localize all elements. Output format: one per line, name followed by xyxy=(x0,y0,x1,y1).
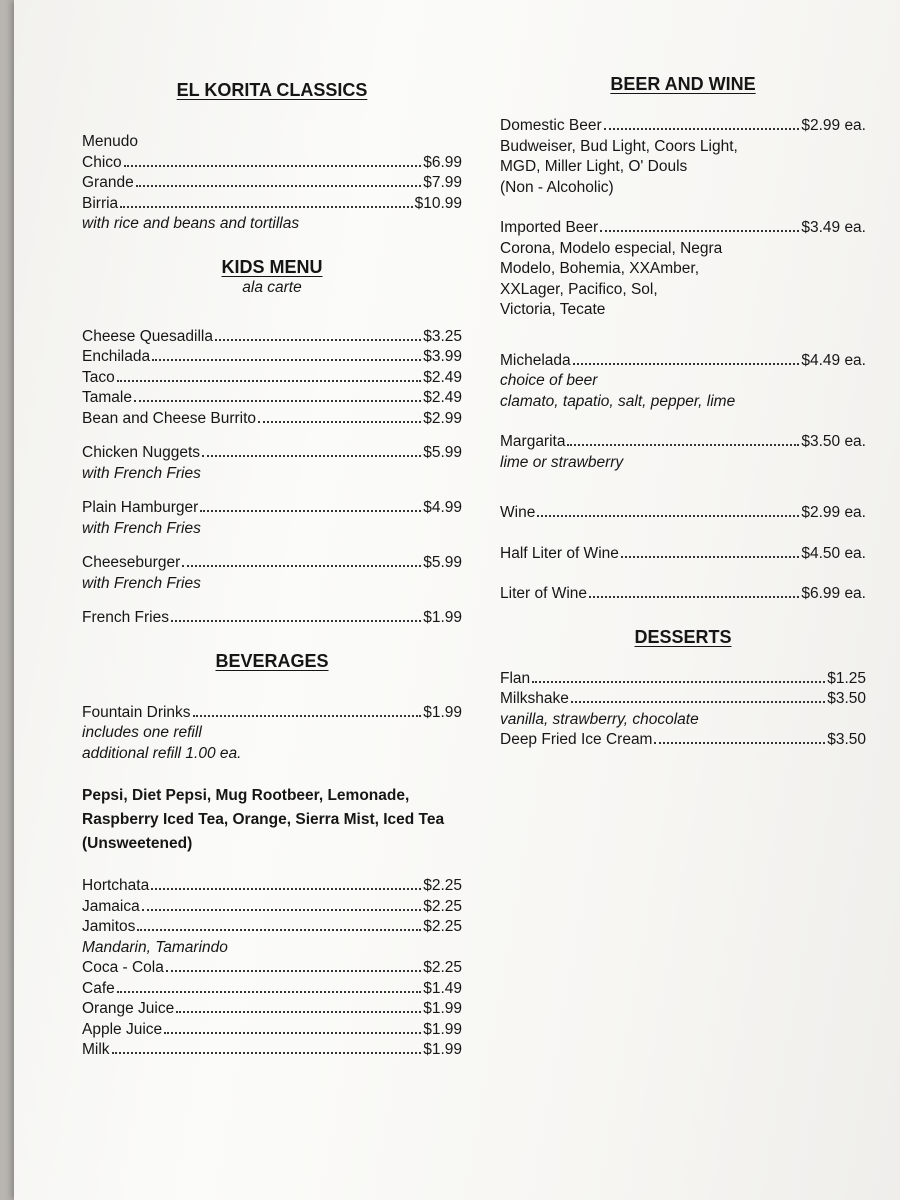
menu-item xyxy=(82,1040,462,1061)
item-description: Modelo, Bohemia, XXAmber, xyxy=(500,260,700,277)
item-name: Grande xyxy=(82,174,134,191)
item-price: $2.99 ea. xyxy=(801,117,866,134)
menu-item xyxy=(82,958,462,979)
item-price: $1.49 xyxy=(423,979,462,997)
menu-item xyxy=(82,917,462,938)
beverages-heading: BEVERAGES xyxy=(215,650,329,671)
item-description: (Non - Alcoholic) xyxy=(500,178,614,196)
item-price: $2.49 xyxy=(423,389,462,406)
item-price: $6.99 xyxy=(423,153,462,171)
item-name: Flan xyxy=(500,669,531,687)
leader-dots xyxy=(202,455,421,457)
menu-item xyxy=(82,327,462,348)
item-name: Milk xyxy=(82,1041,110,1058)
kids-subtitle: ala carte xyxy=(242,278,302,296)
leader-dots xyxy=(137,929,421,931)
menu-item xyxy=(82,388,462,409)
item-price: $10.99 xyxy=(414,194,462,212)
menu-item xyxy=(82,897,462,918)
menu-item xyxy=(82,1020,462,1041)
leader-dots xyxy=(654,742,825,744)
item-name: Domestic Beer xyxy=(500,117,602,134)
fountain-flavors: Pepsi, Diet Pepsi, Mug Rootbeer, Lemonade, Raspberry Iced Tea, Orange, Sierra Mist, Iced Tea (Unsweetened) xyxy=(82,787,445,852)
item-name: Bean and Cheese Burrito xyxy=(82,409,257,427)
leader-dots xyxy=(200,510,421,512)
leader-dots xyxy=(120,206,412,208)
menu-item xyxy=(82,347,462,368)
item-price: $3.50 ea. xyxy=(801,433,866,450)
menu-item xyxy=(82,876,462,897)
menu-item xyxy=(82,173,462,194)
leader-dots xyxy=(600,230,799,232)
leader-dots xyxy=(604,128,800,130)
leader-dots xyxy=(112,1052,422,1054)
item-description: XXLager, Pacifico, Sol, xyxy=(500,280,658,298)
menu-item xyxy=(82,498,462,519)
item-description: Budweiser, Bud Light, Coors Light, xyxy=(500,137,738,155)
beer-wine-heading: BEER AND WINE xyxy=(610,74,756,94)
leader-dots xyxy=(215,339,421,341)
item-name: Plain Hamburger xyxy=(82,499,199,516)
menu-item xyxy=(500,689,866,710)
leader-dots xyxy=(258,421,421,423)
menudo-label: Menudo xyxy=(82,133,139,150)
item-name: Enchilada xyxy=(82,348,151,365)
item-note: with French Fries xyxy=(82,574,201,592)
right-column xyxy=(500,72,866,751)
item-price: $3.25 xyxy=(423,327,462,345)
item-name: Jamaica xyxy=(82,897,140,915)
item-price: $1.99 xyxy=(423,609,462,626)
leader-dots xyxy=(171,620,421,622)
item-name: Apple Juice xyxy=(82,1020,163,1038)
item-price: $2.99 ea. xyxy=(801,504,866,521)
item-price: $2.25 xyxy=(423,959,462,976)
item-note: with French Fries xyxy=(82,519,201,537)
menu-item xyxy=(500,432,866,453)
item-price: $3.50 xyxy=(827,690,866,707)
menu-item xyxy=(82,553,462,574)
item-price: $3.49 ea. xyxy=(801,219,866,236)
leader-dots xyxy=(532,681,825,683)
menu-page xyxy=(14,0,900,1200)
leader-dots xyxy=(573,363,800,365)
item-name: Chico xyxy=(82,153,122,171)
item-price: $5.99 xyxy=(423,444,462,461)
menu-item xyxy=(82,409,462,430)
leader-dots xyxy=(124,165,422,167)
item-note: additional refill 1.00 ea. xyxy=(82,744,242,762)
menu-item xyxy=(82,979,462,1000)
item-name: Jamitos xyxy=(82,918,136,935)
menu-item xyxy=(500,669,866,690)
menu-item xyxy=(82,608,462,629)
menu-item xyxy=(500,116,866,137)
item-price: $2.25 xyxy=(423,918,462,935)
item-price: $1.99 xyxy=(423,1020,462,1038)
item-price: $4.50 ea. xyxy=(801,544,866,562)
desserts-heading: DESSERTS xyxy=(634,626,732,647)
leader-dots xyxy=(142,909,421,911)
leader-dots xyxy=(117,991,421,993)
leader-dots xyxy=(136,185,422,187)
menu-item xyxy=(82,443,462,464)
item-price: $4.49 ea. xyxy=(801,351,866,369)
menu-item xyxy=(82,368,462,389)
item-description: MGD, Miller Light, O' Douls xyxy=(500,158,688,175)
item-note: vanilla, strawberry, chocolate xyxy=(500,710,699,728)
leader-dots xyxy=(134,400,421,402)
item-name: Michelada xyxy=(500,351,571,369)
menu-item xyxy=(500,584,866,605)
leader-dots xyxy=(152,359,421,361)
item-price: $2.49 xyxy=(423,368,462,386)
menu-item xyxy=(500,351,866,372)
item-price: $2.25 xyxy=(423,877,462,894)
item-price: $2.25 xyxy=(423,897,462,915)
item-price: $3.99 xyxy=(423,348,462,365)
item-name: Imported Beer xyxy=(500,219,599,236)
menu-item xyxy=(500,730,866,751)
item-name: Taco xyxy=(82,368,115,386)
item-name: Milkshake xyxy=(500,690,569,707)
leader-dots xyxy=(571,701,825,703)
item-name: Wine xyxy=(500,504,536,521)
menu-item xyxy=(500,503,866,524)
item-description: Corona, Modelo especial, Negra xyxy=(500,239,723,257)
item-price: $1.99 xyxy=(423,703,462,721)
item-price: $1.25 xyxy=(827,669,866,687)
leader-dots xyxy=(182,565,421,567)
menu-item xyxy=(500,544,866,565)
item-price: $1.99 xyxy=(423,1000,462,1017)
item-name: French Fries xyxy=(82,609,169,626)
item-name: Fountain Drinks xyxy=(82,703,191,721)
leader-dots xyxy=(193,715,422,717)
item-description: Victoria, Tecate xyxy=(500,301,606,318)
leader-dots xyxy=(151,888,421,890)
leader-dots xyxy=(589,596,799,598)
kids-heading: KIDS MENU xyxy=(221,256,323,277)
item-name: Deep Fried Ice Cream xyxy=(500,731,653,748)
item-price: $5.99 xyxy=(423,554,462,571)
leader-dots xyxy=(537,515,799,517)
item-name: Birria xyxy=(82,194,119,212)
item-note: Mandarin, Tamarindo xyxy=(82,938,228,956)
item-name: Margarita xyxy=(500,433,566,450)
item-note: lime or strawberry xyxy=(500,453,624,471)
item-name: Coca - Cola xyxy=(82,959,164,976)
leader-dots xyxy=(176,1011,421,1013)
leader-dots xyxy=(567,444,799,446)
item-name: Cafe xyxy=(82,979,115,997)
menu-item xyxy=(500,218,866,239)
menu-item xyxy=(82,194,462,215)
item-note: with French Fries xyxy=(82,464,201,482)
item-name: Tamale xyxy=(82,389,132,406)
item-name: Cheeseburger xyxy=(82,554,181,571)
item-price: $1.99 xyxy=(423,1041,462,1058)
item-name: Half Liter of Wine xyxy=(500,544,619,562)
item-name: Chicken Nuggets xyxy=(82,444,201,461)
item-price: $2.99 xyxy=(423,409,462,427)
item-note: includes one refill xyxy=(82,724,202,741)
item-note: with rice and beans and tortillas xyxy=(82,215,300,232)
item-name: Cheese Quesadilla xyxy=(82,327,213,345)
menu-item xyxy=(82,999,462,1020)
item-name: Hortchata xyxy=(82,877,150,894)
leader-dots xyxy=(621,556,799,558)
item-price: $7.99 xyxy=(423,174,462,191)
left-column xyxy=(82,78,462,1061)
item-name: Liter of Wine xyxy=(500,585,588,602)
item-note: choice of beer xyxy=(500,372,598,389)
item-name: Orange Juice xyxy=(82,1000,175,1017)
item-price: $3.50 xyxy=(827,731,866,748)
leader-dots xyxy=(117,380,421,382)
leader-dots xyxy=(164,1032,421,1034)
classics-heading: EL KORITA CLASSICS xyxy=(176,80,368,100)
item-price: $4.99 xyxy=(423,499,462,516)
menu-item xyxy=(82,153,462,174)
item-note: clamato, tapatio, salt, pepper, lime xyxy=(500,392,736,410)
menu-item xyxy=(82,703,462,724)
leader-dots xyxy=(166,970,421,972)
item-price: $6.99 ea. xyxy=(801,585,866,602)
